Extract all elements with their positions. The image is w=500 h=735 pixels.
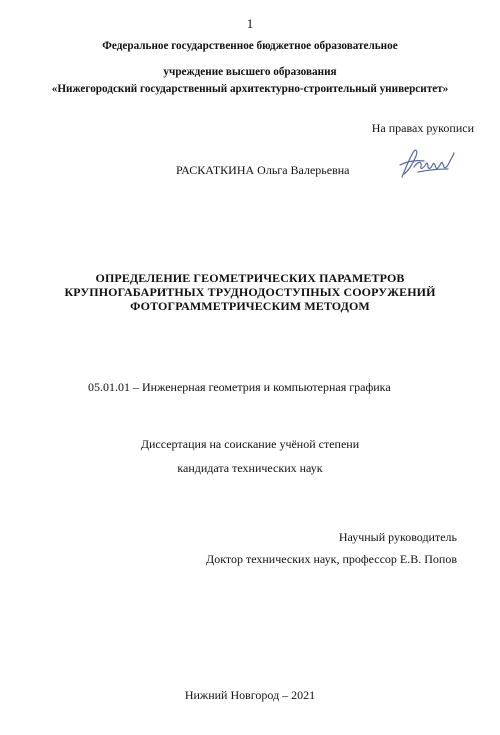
- dissertation-line-1: Диссертация на соискание учёной степени: [140, 437, 360, 451]
- city-year: Нижний Новгород – 2021: [184, 688, 316, 702]
- page-number: 1: [246, 16, 254, 31]
- title-line-1: ОПРЕДЕЛЕНИЕ ГЕОМЕТРИЧЕСКИХ ПАРАМЕТРОВ: [95, 271, 405, 285]
- supervisor-name: Доктор технических наук, профессор Е.В. Попов: [206, 552, 457, 566]
- institution-line-1: Федеральное государственное бюджетное образовательное: [102, 40, 398, 52]
- dissertation-line-2: кандидата технических наук: [177, 461, 323, 475]
- signature-icon: [396, 147, 458, 181]
- institution-line-2: учреждение высшего образования: [163, 66, 337, 78]
- title-line-3: ФОТОГРАММЕТРИЧЕСКИМ МЕТОДОМ: [130, 299, 370, 313]
- rights-note: На правах рукописи: [371, 121, 474, 135]
- institution-line-3: «Нижегородский государственный архитектурно-строительный университет»: [51, 83, 449, 95]
- title-line-2: КРУПНОГАБАРИТНЫХ ТРУДНОДОСТУПНЫХ СООРУЖЕНИЙ: [64, 285, 436, 299]
- supervisor-label: Научный руководитель: [338, 530, 457, 544]
- specialty-code: 05.01.01 – Инженерная геометрия и компьютерная графика: [88, 380, 391, 394]
- author-name: РАСКАТКИНА Ольга Валерьевна: [176, 163, 350, 177]
